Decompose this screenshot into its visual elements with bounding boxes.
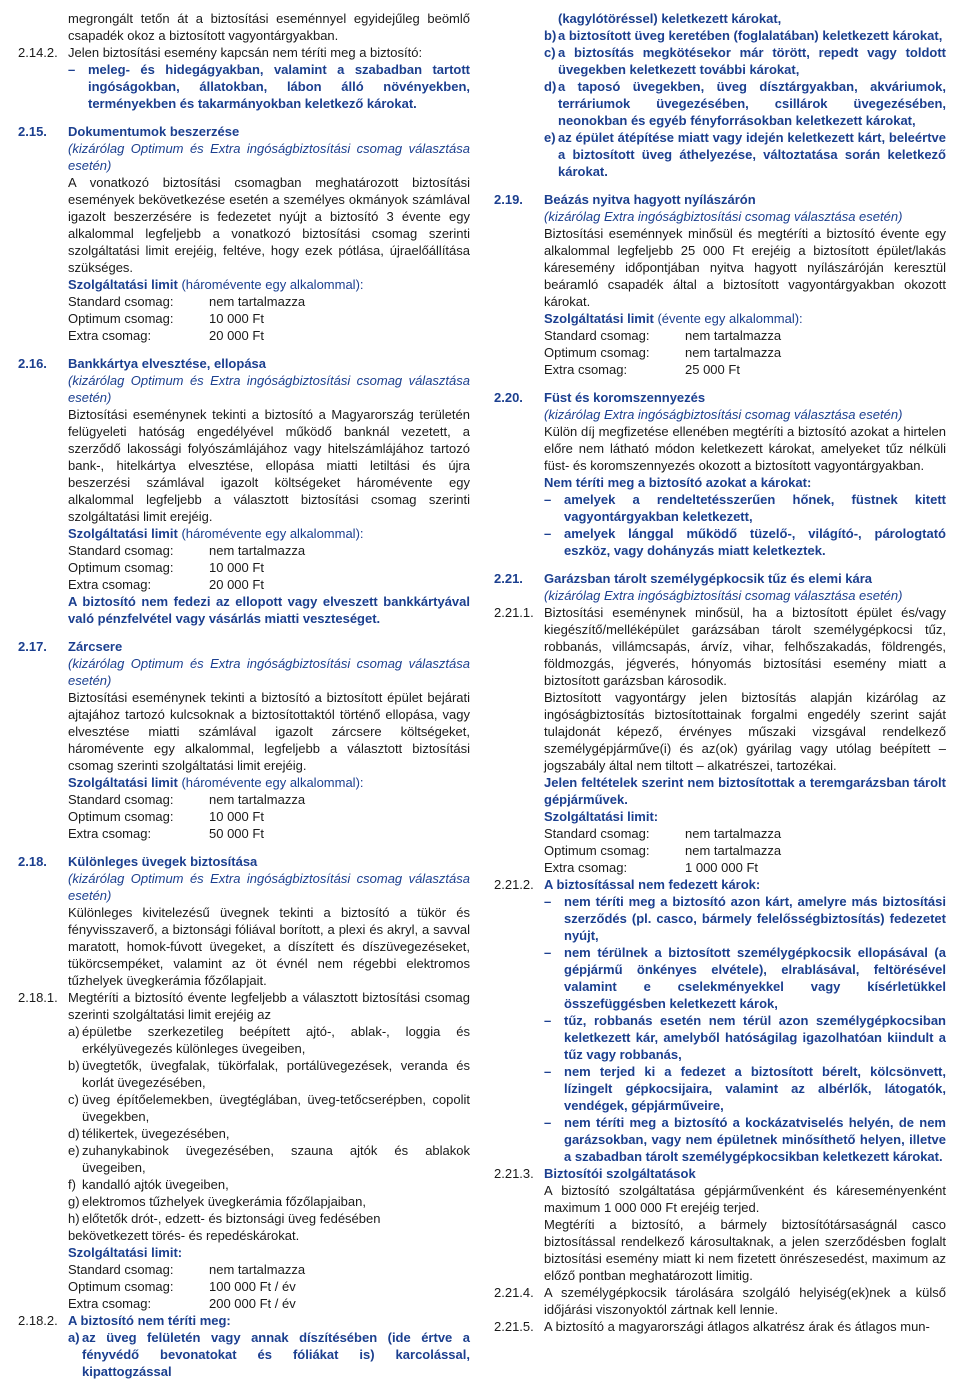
section-number: 2.21.4. [494, 1285, 534, 1300]
section-2-21 [494, 570, 946, 604]
section-text: A biztosító szolgáltatása gépjárművenként és káreseményenként maximum 1 000 000 Ft erejéig terjed. [544, 1183, 946, 1215]
list-item: (kagylótöréssel) keletkezett károkat, [558, 11, 782, 26]
section-title: Bankkártya elvesztése, ellopása [68, 356, 267, 371]
limit-label: Szolgáltatási limit [68, 775, 178, 790]
section-number: 2.18.1. [18, 990, 58, 1005]
list-item: c) a biztosítás megkötésekor már törött, repedt vagy toldott üvegekben keletkezett további károkat, [544, 45, 946, 77]
dash-item: – tűz, robbanás esetén nem térül azon személygépkocsiban keletkezett kár, amelyből hatóságilag igazolhatóan kiindult a tűz vagy robbanás, [544, 1013, 946, 1062]
list-item: d) télikertek, üvegezésében, [68, 1126, 230, 1141]
section-2-16 [18, 355, 470, 627]
section-text: Biztosítási eseménynek tekinti a biztosító a Magyarország területén felügyeleti hatóság engedélyével működő banknál vezetett, a szerződő lakossági folyószámlájához vagy hitelszámlájához tartozó bank-, hitelkártya elvesztése, ellopása miatti letiltási és újra beszerzési számlával igazolt költségeket háromévente egy alkalommal legfeljebb a választott biztosítási csomag szerinti szolgáltatási limit erejéig. [68, 407, 470, 524]
section-2-18 [18, 853, 470, 989]
list-item: a) épületbe szerkezetileg beépített ajtó-, ablak-, loggia és erkélyüvegezés különleges üvegeiben, [68, 1024, 470, 1056]
continuation-paragraph [18, 10, 470, 44]
section-number: 2.18.2. [18, 1313, 58, 1328]
list-item: e) zuhanykabinok üvegezésében, szauna ajtók és ablakok üvegeiben, [68, 1143, 470, 1175]
availability-note: (kizárólag Optimum és Extra ingóságbiztosítási csomag választása esetén) [68, 373, 470, 405]
limit-row: Optimum csomag: 100 000 Ft / év [68, 1279, 296, 1294]
availability-note: (kizárólag Optimum és Extra ingóságbiztosítási csomag választása esetén) [68, 656, 470, 688]
limit-row: Standard csomag: nem tartalmazza [68, 792, 306, 807]
list-tail: bekövetkezett törés- és repedéskárokat. [68, 1228, 300, 1243]
limit-row: Optimum csomag: 10 000 Ft [68, 809, 264, 824]
section-text: Különleges kivitelezésű üvegnek tekinti a biztosító a tükör és fényvisszaverő, a biztonsági fóliával borított, a plexi és akryl, a savval maratott, homok-fúvott üvegeket, a díszített és díszüvegezéseket, tükörcsempéket, valamint az öt évnél nem régebbi elektromos tűzhelyek üvegkerámia főzőlapjait. [68, 905, 470, 988]
section-text: A személygépkocsik tárolására szolgáló helyiség(ek)nek a külső időjárási viszonyoktól zártnak kell lennie. [544, 1285, 946, 1317]
section-text: Külön díj megfizetése ellenében megtéríti a biztosító azokat a hirtelen előre nem látható módon keletkezett károkat, amelyeket tűz nélküli füst- és koromszennyezés okozott a biztosított vagyontárgyakban. [544, 424, 946, 473]
section-2-20 [494, 389, 946, 559]
continuation-list [494, 10, 946, 180]
section-text: Megtéríti a biztosító évente legfeljebb a választott biztosítási csomag szerinti szolgáltatási limit erejéig az [68, 990, 470, 1022]
section-number: 2.15. [18, 124, 47, 139]
section-text: A biztosítással nem fedezett károk: [544, 877, 761, 892]
limit-label: Szolgáltatási limit [68, 526, 178, 541]
availability-note: (kizárólag Extra ingóságbiztosítási csomag választása esetén) [544, 407, 903, 422]
limit-row: Optimum csomag: nem tartalmazza [544, 345, 782, 360]
limit-row: Standard csomag: nem tartalmazza [544, 826, 782, 841]
list-item: d) a taposó üvegekben, üveg dísztárgyakban, akváriumok, terráriumok üvegezésében, csillárok üvegezésében, neonokban és egyéb fényforrásokban keletkezett károkat, [544, 79, 946, 128]
section-number: 2.17. [18, 639, 47, 654]
limit-row: Standard csomag: nem tartalmazza [68, 543, 306, 558]
section-title: Különleges üvegek biztosítása [68, 854, 258, 869]
list-item: c) üveg építőelemekben, üvegtéglában, üveg-tetőcserépben, copolit üvegekben, [68, 1092, 470, 1124]
list-item: f) kandalló ajtók üvegeiben, [68, 1177, 229, 1192]
section-2-19 [494, 191, 946, 378]
section-2-21-1 [494, 604, 946, 876]
section-title: Biztosítói szolgáltatások [544, 1166, 696, 1181]
section-text: A biztosító a magyarországi átlagos alkatrész árak és átlagos mun- [544, 1319, 930, 1334]
limit-row: Extra csomag: 200 000 Ft / év [68, 1296, 296, 1311]
section-2-21-2 [494, 876, 946, 1165]
exclusion-note: A biztosító nem fedezi az ellopott vagy elveszett bankkártyával való pénzfelvétel vagy vásárlás miatti veszteséget. [68, 594, 470, 626]
list-item: b) üvegtetők, üvegfalak, tükörfalak, portálüvegezések, veranda és korlát üvegezésében, [68, 1058, 470, 1090]
list-item: g) elektromos tűzhelyek üvegkerámia főzőlapjaiban, [68, 1194, 366, 1209]
section-number: 2.18. [18, 854, 47, 869]
section-title: Dokumentumok beszerzése [68, 124, 240, 139]
section-text-2: Biztosított vagyontárgy jelen biztosítás alapján kizárólag az ingóságbiztosítás biztosítottainak forgalmi engedély szerint saját tulajdonát képező, érvényes műszaki vizsgával rendelkező személygépjárműve(i) és az(ok) gyárilag vagy utólag beépített – jogszabály által nem tiltott – alkatrészei, tartozékai. [544, 690, 946, 773]
section-2-21-4 [494, 1284, 946, 1318]
section-number: 2.16. [18, 356, 47, 371]
availability-note: (kizárólag Extra ingóságbiztosítási csomag választása esetén) [544, 209, 903, 224]
intro-text: megrongált tetőn át a biztosítási eseménnyel egyidejűleg beömlő csapadék okoz a biztosított vagyontárgyakban. [68, 11, 470, 43]
limit-label: Szolgáltatási limit [68, 277, 178, 292]
limit-label: Szolgáltatási limit [544, 311, 654, 326]
limit-row: Optimum csomag: nem tartalmazza [544, 843, 782, 858]
section-text: A biztosító nem téríti meg: [68, 1313, 231, 1328]
section-title: Zárcsere [68, 639, 123, 654]
section-number: 2.20. [494, 390, 523, 405]
section-number: 2.19. [494, 192, 523, 207]
section-text: Biztosítási eseménynek tekinti a biztosító a biztosított épület bejárati ajtajához tartozó kulcsoknak a biztosítottaktól történő ellopása, vagy elvesztése miatti számlával igazolt zárcsere költségeket, háromévente egy alkalommal, legfeljebb a választott biztosítási csomag szerinti szolgáltatási limit erejéig. [68, 690, 470, 773]
limit-label: Szolgáltatási limit: [68, 1245, 183, 1260]
dash-item: – nem térülnek a biztosított személygépkocsik ellopásával (a gépjármű önkényes elvétele), elrablásával, feltörésével valamint e cselekményekkel vagy kísérletükkel összefüggésben keletkezett károk, [544, 945, 946, 1011]
limit-row: Extra csomag: 1 000 000 Ft [544, 860, 758, 875]
limit-row: Extra csomag: 50 000 Ft [68, 826, 264, 841]
section-number: 2.21. [494, 571, 523, 586]
limit-period: (háromévente egy alkalommal): [181, 526, 364, 541]
section-2-18-1 [18, 989, 470, 1312]
limit-period: (évente egy alkalommal): [657, 311, 803, 326]
dash-item: – nem terjed ki a fedezet a biztosított bérelt, kölcsönvett, lízingelt gépkocsijaira, valamint az albérlők, látogatók, vendégek, gépjárműveire, [544, 1064, 946, 1113]
dash-item: – meleg- és hidegágyakban, valamint a szabadban tartott ingóságokban, állatokban, lábon álló növényekben, terményekben és takarmányokban keletkező károkat. [68, 62, 470, 111]
dash-item: – nem téríti meg a biztosító a kockázatviselés helyén, de nem garázsokban, vagy nem épületnek minősíthető helyen, illetve a szabadban tárolt személygépkocsikban keletkezett károkat. [544, 1115, 946, 1164]
section-2-14-2 [18, 44, 470, 112]
limit-period: (háromévente egy alkalommal): [181, 277, 364, 292]
limit-row: Standard csomag: nem tartalmazza [68, 294, 306, 309]
limit-row: Standard csomag: nem tartalmazza [68, 1262, 306, 1277]
section-text: Biztosítási eseménnyek minősül és megtéríti a biztosító évente egy alkalommal legfeljebb 25 000 Ft erejéig a biztosított épület/lakás káresemény időpontjában nyitva hagyott nyílászáróján keresztül beáramló csapadék által a biztosított vagyontárgyakban okozott károkat. [544, 226, 946, 309]
dash-item: – amelyek lánggal működő tüzelő-, világító-, párologtató eszköz, vagy dohányzás miatt keletkeztek. [544, 526, 946, 558]
section-text-2: Megtéríti a biztosító, a bármely biztosítótársaságnál casco biztosítással rendelkező károsultaknak, a jelen szerződésben foglalt biztosítási esemény miatt ki nem fizetett önrészesedést, maximum az előző pontban meghatározott limitig. [544, 1217, 946, 1283]
section-number: 2.21.5. [494, 1319, 534, 1334]
section-2-21-3 [494, 1165, 946, 1284]
list-item: a) az üveg felületén vagy annak díszítésében (ide értve a fényvédő bevonatokat és fóliákat is) karcolással, kipattogzással [68, 1330, 470, 1379]
availability-note: (kizárólag Extra ingóságbiztosítási csomag választása esetén) [544, 588, 903, 603]
availability-note: (kizárólag Optimum és Extra ingóságbiztosítási csomag választása esetén) [68, 871, 470, 903]
section-2-21-5 [494, 1318, 946, 1335]
section-2-18-2 [18, 1312, 470, 1380]
dash-item: – nem téríti meg a biztosító azon kárt, amelyre más biztosítási szerződés (pl. casco, bármely felelősségbiztosítás) fedezetet nyújt, [544, 894, 946, 943]
list-item: b) a biztosított üveg keretében (foglalatában) keletkezett károkat, [544, 28, 943, 43]
limit-row: Optimum csomag: 10 000 Ft [68, 560, 264, 575]
limit-period: (háromévente egy alkalommal): [181, 775, 364, 790]
limit-row: Extra csomag: 20 000 Ft [68, 577, 264, 592]
section-title: Garázsban tárolt személygépkocsik tűz és elemi kára [544, 571, 873, 586]
right-column [494, 10, 946, 1335]
limit-row: Optimum csomag: 10 000 Ft [68, 311, 264, 326]
exclusion-note: Jelen feltételek szerint nem biztosítottak a teremgarázsban tárolt gépjárművek. [544, 775, 946, 807]
limit-label: Szolgáltatási limit: [544, 809, 659, 824]
section-number: 2.21.3. [494, 1166, 534, 1181]
section-text: Biztosítási eseménynek minősül, ha a biztosított épület és/vagy kiegészítő/melléképület garázsában tárolt személygépkocsi tűz, robbanás, villámcsapás, árvíz, vihar, felhőszakadás, földrengés, földmozgás, jégverés, hónyomás biztosítási esemény miatt a biztosított garázsban károsodik. [544, 605, 946, 688]
limit-row: Extra csomag: 25 000 Ft [544, 362, 740, 377]
limit-row: Extra csomag: 20 000 Ft [68, 328, 264, 343]
section-2-15 [18, 123, 470, 344]
left-column [18, 10, 470, 1380]
section-text: Jelen biztosítási esemény kapcsán nem téríti meg a biztosító: [68, 45, 423, 60]
section-number: 2.21.1. [494, 605, 534, 620]
availability-note: (kizárólag Optimum és Extra ingóságbiztosítási csomag választása esetén) [68, 141, 470, 173]
section-title: Füst és koromszennyezés [544, 390, 706, 405]
section-number: 2.21.2. [494, 877, 534, 892]
list-item: e) az épület átépítése miatt vagy idején keletkezett kárt, beleértve a biztosított üveg áthelyezése, változtatása során keletkező károkat. [544, 130, 946, 179]
dash-item: – amelyek a rendeltetésszerűen hőnek, füstnek kitett vagyontárgyakban keletkezett, [544, 492, 946, 524]
limit-row: Standard csomag: nem tartalmazza [544, 328, 782, 343]
section-text: A vonatkozó biztosítási csomagban meghatározott biztosítási események bekövetkezése esetén a személyes okmányok számlával igazolt beszerzésére is fedezetet nyújt a biztosító 3 évente egy alkalommal legfeljebb a vonatkozó biztosítási csomag szerinti szolgáltatási limit erejéig, feltéve, hogy ezek pótlása, újraelőállítása szükséges. [68, 175, 470, 275]
section-number: 2.14.2. [18, 45, 58, 60]
list-item: h) előtetők drót-, edzett- és biztonsági üveg fedésében [68, 1211, 381, 1226]
section-title: Beázás nyitva hagyott nyílászárón [544, 192, 756, 207]
exclusion-heading: Nem téríti meg a biztosító azokat a károkat: [544, 475, 812, 490]
section-2-17 [18, 638, 470, 842]
